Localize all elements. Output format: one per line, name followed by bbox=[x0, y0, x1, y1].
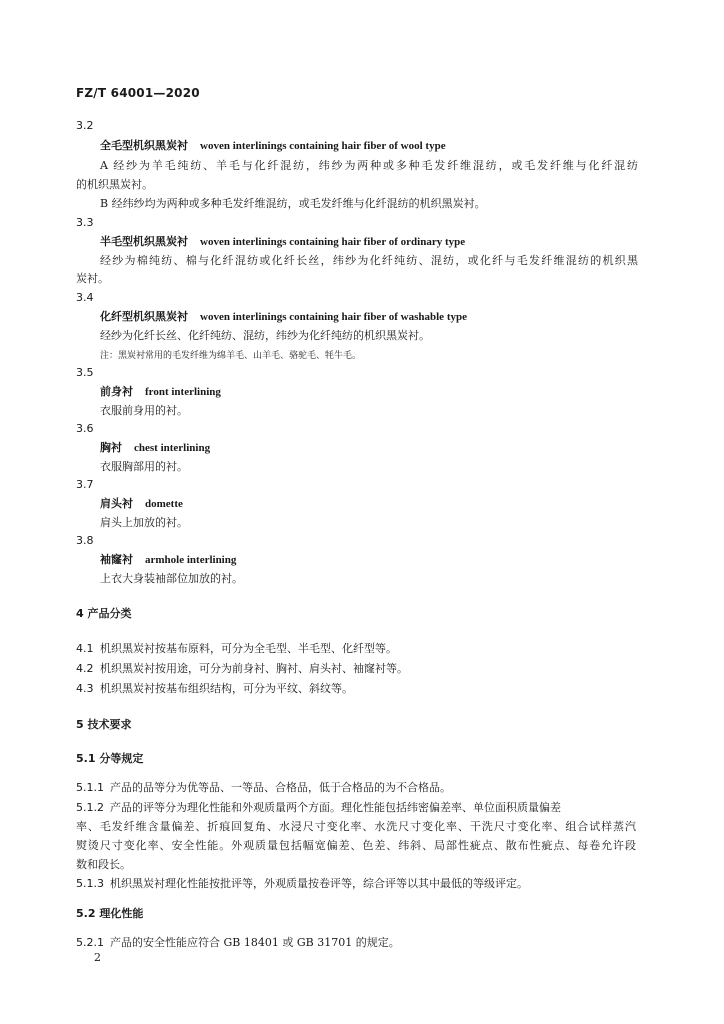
item-number: 4.1 bbox=[76, 642, 94, 655]
term-zh: 胸衬 bbox=[100, 441, 122, 454]
item-5-1-2-line4: 数和段长。 bbox=[76, 858, 131, 871]
item-4-3 bbox=[76, 682, 353, 696]
definition-3-3-line1: 经纱为棉纯纺、棉与化纤混纺或化纤长丝，纬纱为化纤纯纺、混纺，或化纤与毛发纤维混纺的机织黑 bbox=[100, 254, 638, 267]
clause-number-3-3: 3.3 bbox=[76, 216, 94, 229]
term-zh: 半毛型机织黑炭衬 bbox=[100, 235, 188, 248]
definition-3-2-a-line2: 的机织黑炭衬。 bbox=[76, 178, 153, 191]
page-number: 2 bbox=[94, 951, 101, 964]
term-3-2 bbox=[100, 139, 446, 153]
term-en: woven interlinings containing hair fiber of wool type bbox=[200, 140, 446, 152]
section-4-title: 4 产品分类 bbox=[76, 607, 132, 620]
item-number: 5.1.3 bbox=[76, 877, 104, 890]
item-5-2-1 bbox=[76, 936, 400, 950]
definition-3-6: 衣服胸部用的衬。 bbox=[100, 460, 188, 473]
term-3-6 bbox=[100, 441, 210, 455]
term-3-7 bbox=[100, 497, 183, 511]
item-text: 机织黑炭衬按基布原料，可分为全毛型、半毛型、化纤型等。 bbox=[100, 642, 397, 655]
term-en: woven interlinings containing hair fiber of washable type bbox=[200, 311, 467, 323]
term-3-8 bbox=[100, 553, 236, 567]
definition-3-4: 经纱为化纤长丝、化纤纯纺、混纺，纬纱为化纤纯纺的机织黑炭衬。 bbox=[100, 329, 430, 342]
definition-3-2-a-line1: A 经纱为羊毛纯纺、羊毛与化纤混纺，纬纱为两种或多种毛发纤维混纺，或毛发纤维与化纤混纺 bbox=[100, 159, 638, 172]
definition-3-5: 衣服前身用的衬。 bbox=[100, 404, 188, 417]
item-5-1-2-line2: 率、毛发纤维含量偏差、折痕回复角、水浸尺寸变化率、水洗尺寸变化率、干洗尺寸变化率、组合试样蒸汽 bbox=[76, 820, 636, 833]
item-number: 4.3 bbox=[76, 682, 94, 695]
standard-code-header: FZ/T 64001—2020 bbox=[76, 86, 200, 100]
item-text: 机织黑炭衬按用途，可分为前身衬、胸衬、肩头衬、袖窿衬等。 bbox=[100, 662, 408, 675]
note-3-4: 注：黑炭衬常用的毛发纤维为绵羊毛、山羊毛、骆驼毛、牦牛毛。 bbox=[100, 351, 362, 361]
item-number: 4.2 bbox=[76, 662, 94, 675]
clause-number-3-6: 3.6 bbox=[76, 422, 94, 435]
definition-3-2-b: B 经纬纱均为两种或多种毛发纤维混纺，或毛发纤维与化纤混纺的机织黑炭衬。 bbox=[100, 197, 486, 210]
term-en: chest interlining bbox=[134, 442, 211, 454]
term-zh: 前身衬 bbox=[100, 385, 133, 398]
clause-number-3-4: 3.4 bbox=[76, 291, 94, 304]
term-en: domette bbox=[145, 498, 183, 510]
clause-number-3-5: 3.5 bbox=[76, 366, 94, 379]
item-text: 机织黑炭衬理化性能按批评等，外观质量按卷评等，综合评等以其中最低的等级评定。 bbox=[110, 877, 528, 890]
term-3-5 bbox=[100, 385, 221, 399]
definition-3-8: 上衣大身装袖部位加放的衬。 bbox=[100, 572, 243, 585]
clause-number-3-7: 3.7 bbox=[76, 478, 94, 491]
term-en: front interlining bbox=[145, 386, 221, 398]
term-en: armhole interlining bbox=[145, 554, 237, 566]
item-5-1-1 bbox=[76, 781, 451, 795]
item-number: 5.1.2 bbox=[76, 801, 104, 814]
item-text: 产品的评等分为理化性能和外观质量两个方面。理化性能包括纬密偏差率、单位面积质量偏差 bbox=[110, 801, 561, 814]
section-5-title: 5 技术要求 bbox=[76, 718, 132, 731]
item-4-1 bbox=[76, 642, 397, 656]
item-text: 产品的安全性能应符合 GB 18401 或 GB 31701 的规定。 bbox=[110, 936, 400, 949]
item-text: 产品的品等分为优等品、一等品、合格品，低于合格品的为不合格品。 bbox=[110, 781, 451, 794]
term-zh: 肩头衬 bbox=[100, 497, 133, 510]
term-zh: 袖窿衬 bbox=[100, 553, 133, 566]
item-5-1-2-line3: 熨烫尺寸变化率、安全性能。外观质量包括幅宽偏差、色差、纬斜、局部性疵点、散布性疵点、每卷允许段 bbox=[76, 839, 636, 852]
subsection-5-1-title: 5.1 分等规定 bbox=[76, 752, 144, 765]
item-5-1-2-line1 bbox=[76, 801, 561, 815]
term-en: woven interlinings containing hair fiber of ordinary type bbox=[200, 236, 466, 248]
item-number: 5.1.1 bbox=[76, 781, 104, 794]
term-3-3 bbox=[100, 235, 465, 249]
item-4-2 bbox=[76, 662, 408, 676]
term-zh: 全毛型机织黑炭衬 bbox=[100, 139, 188, 152]
item-text: 机织黑炭衬按基布组织结构，可分为平纹、斜纹等。 bbox=[100, 682, 353, 695]
item-number: 5.2.1 bbox=[76, 936, 104, 949]
term-zh: 化纤型机织黑炭衬 bbox=[100, 310, 188, 323]
term-3-4 bbox=[100, 310, 467, 324]
clause-number-3-8: 3.8 bbox=[76, 534, 94, 547]
item-5-1-3 bbox=[76, 877, 528, 891]
subsection-5-2-title: 5.2 理化性能 bbox=[76, 907, 144, 920]
definition-3-7: 肩头上加放的衬。 bbox=[100, 516, 188, 529]
definition-3-3-line2: 炭衬。 bbox=[76, 272, 109, 285]
clause-number-3-2: 3.2 bbox=[76, 119, 94, 132]
